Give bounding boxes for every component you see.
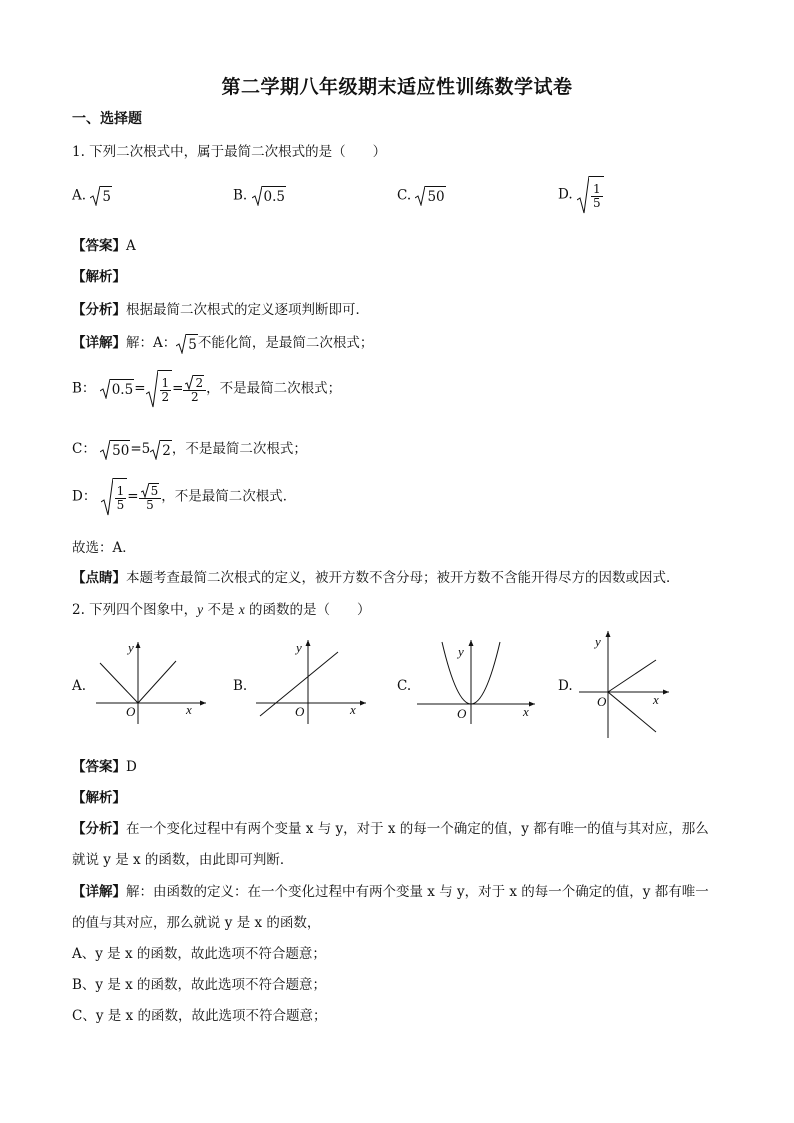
b-text: ，不是最简二次根式； [206,380,342,397]
y-label: y [595,634,601,649]
sqrt-expression [150,440,172,460]
q2-stem [72,598,371,618]
answer-tag: 【答案】 [72,238,126,254]
q1-option-c [397,186,446,206]
radicand: 0.5 [262,186,286,206]
fraction [160,377,172,404]
c-text: ，不是最简二次根式； [171,441,307,457]
x-label: x [653,692,659,707]
q2-line-c: C、y 是 x 的函数，故此选项不符合题意； [72,1008,327,1024]
sqrt-expression [415,186,445,206]
q2-jiexi-tag: 【解析】 [72,790,126,806]
option-letter: B. [233,187,248,204]
equals: = [127,488,139,505]
y-label: y [128,640,134,655]
fenxi-text: 在一个变化过程中有两个变量 x 与 y，对于 x 的每一个确定的值，y 都有唯一的值与其对应，那么 [126,821,709,837]
sqrt-expression [100,440,130,460]
x-label: x [186,702,192,717]
q1-option-d [558,176,604,214]
b-label: B： [72,380,96,397]
radicand: 2 [160,440,172,460]
q1-xiangjie-d [72,478,296,516]
equals: = [134,380,146,397]
q2-option-d-letter: D. [558,678,573,694]
option-letter: C. [397,187,412,204]
denominator: 2 [161,389,170,404]
q2-line-b: B、y 是 x 的函数，故此选项不符合题意； [72,977,327,993]
x-label: x [350,702,356,717]
fenxi-tag: 【分析】 [72,821,126,837]
q1-xiangjie-b [72,370,341,408]
sqrt-expression [146,370,173,408]
radicand: 50 [110,440,130,460]
origin-label: O [295,704,305,719]
arrowhead [136,642,141,648]
q1-xiangjie-a [72,331,373,354]
option-letter: A. [72,187,87,204]
denominator: 5 [116,497,125,512]
q1-guxuan: 故选：A． [72,540,136,556]
fraction [183,375,206,404]
page-title: 第二学期八年级期末适应性训练数学试卷 [221,76,573,98]
section-heading: 一、选择题 [72,111,142,127]
q2-fenxi-line1 [72,817,709,837]
radicand: 5 [186,334,198,354]
option-letter: D. [558,186,573,203]
q1-answer [72,234,136,254]
q2-line-a: A、y 是 x 的函数，故此选项不符合题意； [72,946,326,962]
origin-label: O [126,704,136,719]
denominator: 5 [146,497,154,512]
radicand: 50 [425,186,445,206]
radicand: 2 [195,375,204,390]
fraction [591,183,603,210]
q1-dianjing [72,566,680,586]
stem-var-y: y [197,602,204,617]
sqrt-expression [176,334,198,354]
numerator: 1 [592,181,601,196]
q1-stem: 1. 下列二次根式中，属于最简二次根式的是（ ） [72,144,387,160]
xiangjie-prefix: 解：A： [126,335,177,351]
stem-var-x: x [238,602,245,617]
denominator: 5 [592,195,601,210]
q2-xiangjie-line2: 的值与其对应，那么就说 y 是 x 的函数， [72,915,321,931]
q1-option-a [72,186,112,206]
q2-answer [72,755,137,775]
graph-c [413,634,539,726]
sideways-curve [608,660,656,732]
q2-xiangjie-line1 [72,880,709,900]
graph-a [90,636,210,726]
radicand: 0.5 [110,379,134,399]
sqrt-expression [101,478,128,516]
arrowhead [360,701,366,706]
equals: =5 [130,441,151,457]
c-label: C： [72,441,96,457]
fenxi-tag: 【分析】 [72,302,126,318]
q1-option-b [233,186,286,206]
fenxi-text: 根据最简二次根式的定义逐项判断即可． [126,302,369,318]
answer-value: A [126,238,136,254]
sqrt-expression [577,176,604,214]
answer-tag: 【答案】 [72,759,126,775]
sqrt-expression [100,379,134,399]
d-text: ，不是最简二次根式． [161,488,297,505]
xiangjie-tag: 【详解】 [72,335,126,351]
stem-post: 的函数的是（ ） [244,602,371,618]
arrowhead [306,640,311,646]
stem-mid: 不是 [203,602,239,618]
dianjing-text: 本题考查最简二次根式的定义，被开方数不含分母；被开方数不含能开得尽方的因数或因式． [126,570,680,586]
q2-fenxi-line2: 就说 y 是 x 的函数，由此即可判断． [72,852,294,868]
q2-option-b-letter: B. [233,678,248,694]
radicand: 5 [100,186,112,206]
denominator: 2 [190,389,199,404]
radicand: 5 [150,483,159,498]
graph-d [575,628,675,740]
sqrt-expression [252,186,286,206]
numerator: 1 [116,483,125,498]
arrowhead [529,702,535,707]
equals: = [172,380,184,397]
q1-jiexi-tag: 【解析】 [72,269,126,285]
y-label: y [296,640,302,655]
arrowhead [469,640,474,646]
sqrt-expression [90,186,112,206]
xiangjie-text: 解：由函数的定义：在一个变化过程中有两个变量 x 与 y，对于 x 的每一个确定的值，y 都有唯一 [126,884,709,900]
dianjing-tag: 【点睛】 [72,570,126,586]
q2-option-c-letter: C. [397,678,412,694]
origin-label: O [597,694,607,709]
x-label: x [523,704,529,719]
stem-pre: 2. 下列四个图象中， [72,602,198,618]
xiangjie-a-text: 不能化简，是最简二次根式； [197,335,374,351]
arrowhead [606,631,611,637]
y-label: y [458,644,464,659]
arrowhead [200,701,206,706]
answer-value: D [126,759,137,775]
q2-option-a-letter: A. [72,678,87,694]
q1-fenxi [72,298,369,318]
xiangjie-tag: 【详解】 [72,884,126,900]
graph-b [250,634,370,726]
q1-xiangjie-c [72,437,307,460]
d-label: D： [72,488,97,505]
fraction [115,485,127,512]
origin-label: O [457,706,467,721]
fraction [139,483,162,512]
numerator: 1 [161,375,170,390]
arrowhead [663,690,669,695]
